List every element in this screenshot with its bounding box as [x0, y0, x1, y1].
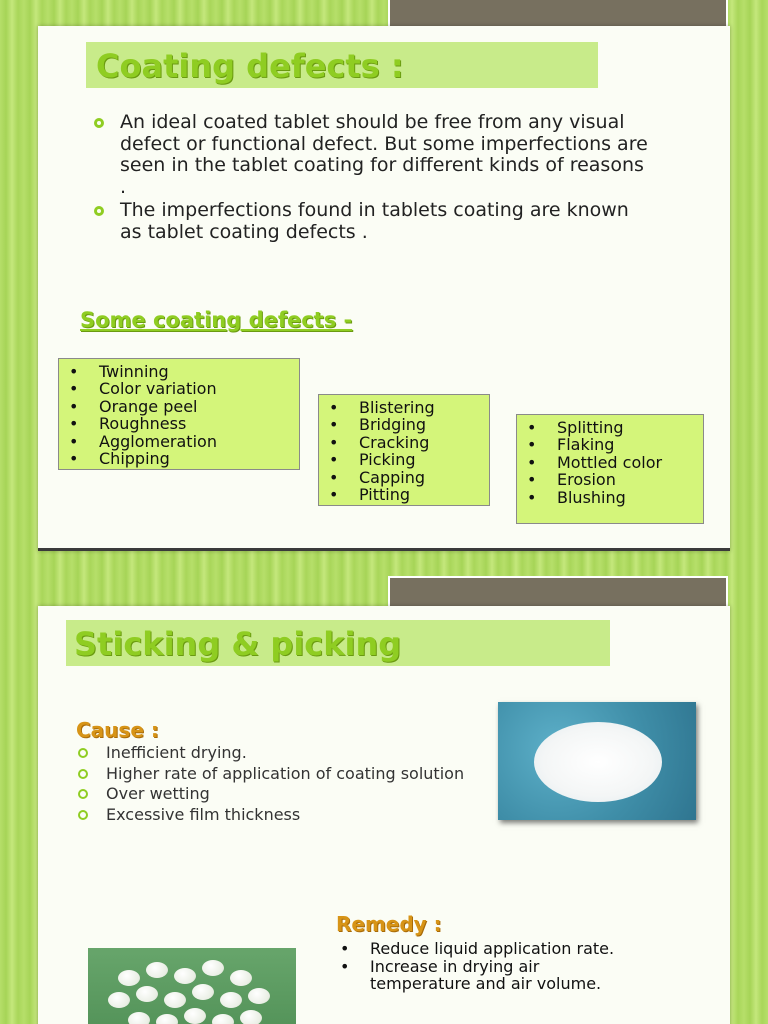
defect-box-3: [516, 414, 704, 524]
list-item: • Erosion: [523, 471, 695, 488]
ring-bullet-icon: [78, 769, 88, 779]
tablet-shape: [118, 970, 140, 986]
ring-bullet-icon: [78, 748, 88, 758]
bullet-text: An ideal coated tablet should be free from any visual defect or functional defect. But some imperfections are seen in the tablet coating for different kinds of reasons .: [120, 111, 648, 198]
list-item: • Bridging: [325, 416, 481, 433]
tablet-closeup-photo: [498, 702, 696, 820]
tablet-shape: [240, 1010, 262, 1024]
tablet-shape: [156, 1014, 178, 1024]
cause-heading: Cause :: [76, 718, 159, 742]
list-item: • Picking: [325, 451, 481, 468]
bullet-text: Over wetting: [106, 784, 210, 803]
list-item: • Agglomeration: [65, 433, 291, 450]
remedy-list: [338, 940, 628, 993]
slide-title: Sticking & picking: [66, 620, 610, 666]
defect-box-1: [58, 358, 300, 470]
list-item: • Blushing: [523, 489, 695, 506]
ring-bullet-icon: [78, 810, 88, 820]
tablet-shape: [212, 1014, 234, 1024]
list-item: [76, 785, 496, 804]
list-item: [76, 765, 496, 784]
tablet-shape: [534, 722, 662, 802]
tablet-shape: [248, 988, 270, 1004]
tablet-shape: [146, 962, 168, 978]
bullet-text: Higher rate of application of coating solution: [106, 763, 465, 783]
list-item: • Chipping: [65, 450, 291, 467]
list-item: • Pitting: [325, 486, 481, 503]
list-item: • Cracking: [325, 434, 481, 451]
ring-bullet-icon: [94, 118, 104, 128]
list-item: • Reduce liquid application rate.: [338, 940, 628, 958]
bullet-text: Excessive film thickness: [106, 804, 301, 824]
list-item: • Capping: [325, 469, 481, 486]
list-item: [92, 112, 652, 198]
defect-box-2: [318, 394, 490, 506]
list-item: • Splitting: [523, 419, 695, 436]
tablet-shape: [128, 1012, 150, 1024]
slide-title: Coating defects :: [86, 42, 598, 88]
list-item: [92, 200, 652, 243]
slide-sticking-picking: [0, 576, 768, 1024]
tablet-shape: [108, 992, 130, 1008]
cause-list: [76, 744, 496, 826]
ring-bullet-icon: [78, 789, 88, 799]
list-item: • Roughness: [65, 415, 291, 432]
tablets-pile-photo: [88, 948, 296, 1024]
list-item: • Mottled color: [523, 454, 695, 471]
list-item: • Flaking: [523, 436, 695, 453]
list-item: • Twinning: [65, 363, 291, 380]
slide-panel: [38, 606, 730, 1024]
ring-bullet-icon: [94, 206, 104, 216]
tablet-shape: [174, 968, 196, 984]
slide-panel: [38, 26, 730, 551]
tablet-shape: [184, 1008, 206, 1024]
list-item: • Blistering: [325, 399, 481, 416]
bullet-text: The imperfections found in tablets coating are known as tablet coating defects .: [120, 199, 629, 243]
tablet-shape: [202, 960, 224, 976]
tablet-shape: [220, 992, 242, 1008]
list-item: • Color variation: [65, 380, 291, 397]
bullet-text: Inefficient drying.: [106, 743, 247, 762]
tablet-shape: [136, 986, 158, 1002]
defects-subheading: Some coating defects -: [80, 308, 353, 332]
tablet-shape: [164, 992, 186, 1008]
list-item: [76, 806, 496, 825]
tablet-shape: [230, 970, 252, 986]
remedy-heading: Remedy :: [336, 912, 442, 936]
list-item: • Increase in drying air temperature and air volume.: [338, 958, 628, 993]
intro-bullet-list: [92, 112, 652, 245]
tablet-shape: [192, 984, 214, 1000]
list-item: [76, 744, 496, 763]
list-item: • Orange peel: [65, 398, 291, 415]
